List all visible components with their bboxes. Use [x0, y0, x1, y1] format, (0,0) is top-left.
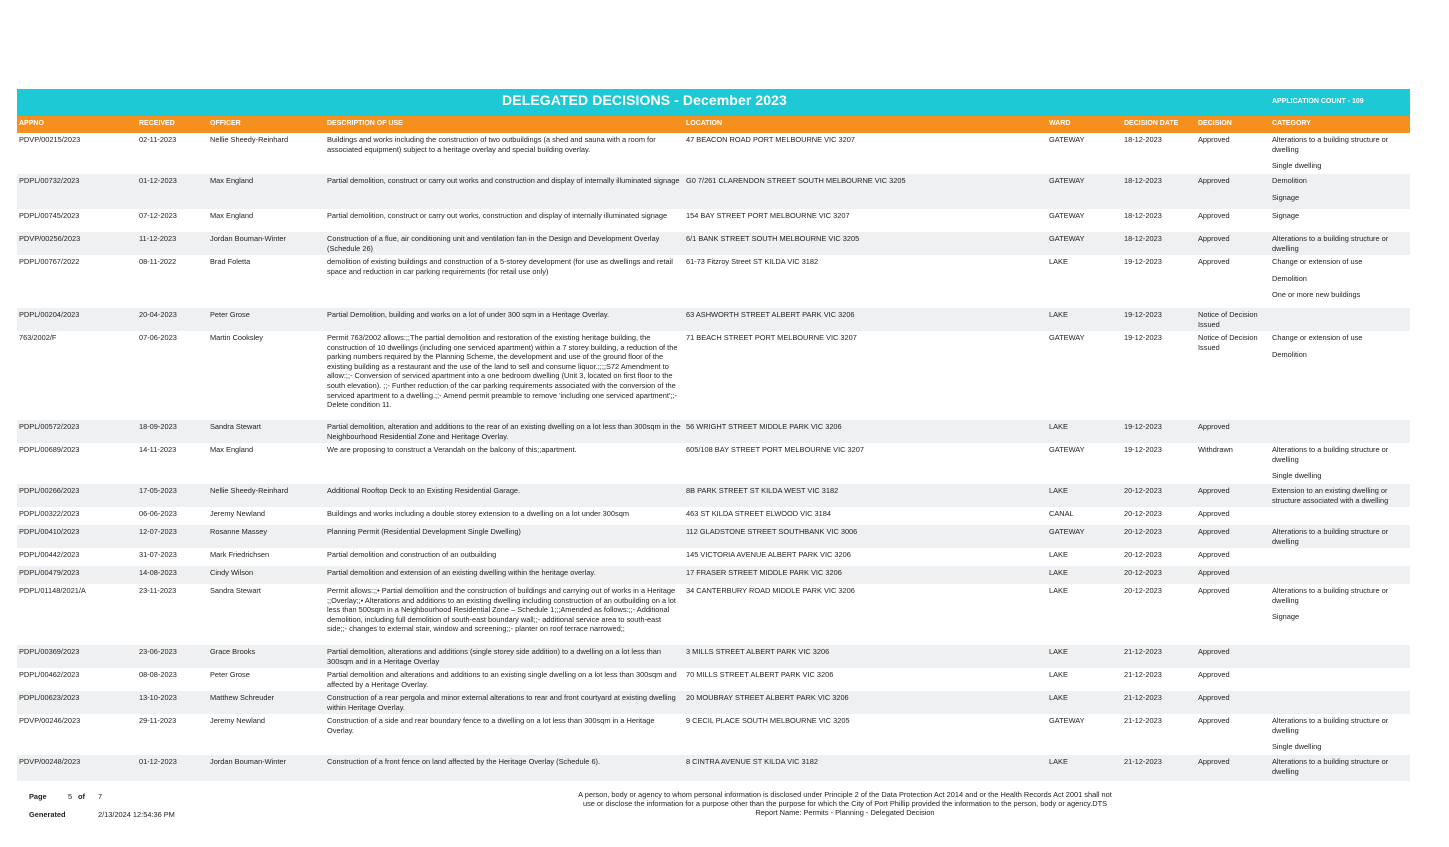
table-row: [17, 548, 1410, 566]
header-received: RECEIVED: [139, 120, 175, 127]
category-item: Signage: [1272, 211, 1300, 220]
decision-date-cell: 21-12-2023: [1124, 693, 1162, 702]
ward-cell: GATEWAY: [1049, 527, 1085, 536]
appno-cell: PDPL/00767/2022: [19, 257, 80, 266]
table-row: [17, 209, 1410, 232]
description-cell: Additional Rooftop Deck to an Existing Residential Garage.: [327, 486, 521, 495]
location-cell: 34 CANTERBURY ROAD MIDDLE PARK VIC 3206: [686, 586, 855, 595]
location-cell: 63 ASHWORTH STREET ALBERT PARK VIC 3206: [686, 310, 855, 319]
description-cell: Construction of a side and rear boundary fence to a dwelling on a lot less than 300sqm in a Heritage Overlay.: [327, 716, 655, 735]
table-row: [17, 714, 1410, 755]
header-decision-date: DECISION DATE: [1124, 120, 1179, 127]
location-cell: 8B PARK STREET ST KILDA WEST VIC 3182: [686, 486, 839, 495]
ward-cell: GATEWAY: [1049, 211, 1085, 220]
category-item: Demolition: [1272, 349, 1307, 359]
location-cell: 112 GLADSTONE STREET SOUTHBANK VIC 3006: [686, 527, 858, 536]
decision-date-cell: 19-12-2023: [1124, 310, 1162, 319]
appno-cell: 763/2002/F: [19, 333, 57, 342]
location-cell: G0 7/261 CLARENDON STREET SOUTH MELBOURNE VIC 3205: [686, 176, 906, 185]
table-row: [17, 691, 1410, 714]
decision-cell: Approved: [1198, 176, 1230, 185]
decision-cell: Approved: [1198, 422, 1230, 431]
received-cell: 20-04-2023: [139, 310, 177, 319]
ward-cell: LAKE: [1049, 647, 1068, 656]
category-cell: [1272, 176, 1408, 209]
category-item: Single dwelling: [1272, 471, 1322, 481]
report-title-bar: [17, 89, 1410, 116]
appno-cell: PDPL/00442/2023: [19, 550, 80, 559]
appno-cell: PDPL/00462/2023: [19, 670, 80, 679]
appno-cell: PDPL/00322/2023: [19, 509, 80, 518]
location-cell: 56 WRIGHT STREET MIDDLE PARK VIC 3206: [686, 422, 842, 431]
appno-cell: PDPL/01148/2021/A: [19, 586, 86, 595]
description-cell: Partial demolition, construct or carry out works and construction and display of internally illuminated signage: [327, 176, 680, 185]
description-cell: Partial demolition, construct or carry out works, construction and display of internally illuminated signage: [327, 211, 668, 220]
decision-date-cell: 18-12-2023: [1124, 234, 1162, 243]
decision-date-cell: 20-12-2023: [1124, 486, 1162, 495]
appno-cell: PDPL/00266/2023: [19, 486, 80, 495]
decision-date-cell: 19-12-2023: [1124, 445, 1162, 454]
description-cell: Permit allows:;;• Partial demolition and the construction of buildings and carrying out of works in a Heritage ;;Overlay;;• Alterations and additions to an existing dwelling including construction of an outbuilding on a lot less than 500sqm in a Neighbourhood Residential Zone – Schedule 1;;;Amended as follows:;;- Additional demolition, including full demolition of south-east boundary wall;;- additional service area to south-east side;;- changes to external stair, window and screening;;- planter on roof terrace narrowed;;: [327, 586, 676, 634]
location-cell: 17 FRASER STREET MIDDLE PARK VIC 3206: [686, 568, 842, 577]
description-cell: Construction of a flue, air conditioning unit and ventilation fan in the Design and Development Overlay (Schedule 26): [327, 234, 660, 253]
description-cell: Partial demolition and construction of an outbuilding: [327, 550, 497, 559]
appno-cell: PDPL/00479/2023: [19, 568, 80, 577]
officer-cell: Mark Friedrichsen: [210, 550, 270, 559]
category-item: Alterations to a building structure or dwelling: [1272, 586, 1389, 605]
page-number: 5: [68, 792, 73, 801]
location-cell: 6/1 BANK STREET SOUTH MELBOURNE VIC 3205: [686, 234, 860, 243]
category-item: Single dwelling: [1272, 161, 1322, 171]
decision-cell: Approved: [1198, 568, 1230, 577]
header-ward: WARD: [1049, 120, 1071, 127]
decision-date-cell: 18-12-2023: [1124, 211, 1162, 220]
table-row: [17, 308, 1410, 331]
officer-cell: Jeremy Newland: [210, 716, 266, 725]
appno-cell: PDPL/00572/2023: [19, 422, 80, 431]
appno-cell: PDVP/00215/2023: [19, 135, 81, 144]
officer-cell: Brad Foletta: [210, 257, 251, 266]
decision-cell: Approved: [1198, 716, 1230, 725]
category-item: Change or extension of use: [1272, 257, 1363, 266]
decision-date-cell: 18-12-2023: [1124, 176, 1162, 185]
ward-cell: LAKE: [1049, 693, 1068, 702]
description-cell: Partial Demolition, building and works on a lot of under 300 sqm in a Heritage Overlay.: [327, 310, 610, 319]
received-cell: 23-11-2023: [139, 586, 177, 595]
decision-date-cell: 19-12-2023: [1124, 422, 1162, 431]
ward-cell: GATEWAY: [1049, 234, 1085, 243]
application-count: APPLICATION COUNT - 109: [1272, 98, 1364, 105]
decision-cell: Notice of Decision Issued: [1198, 333, 1258, 352]
table-row: [17, 232, 1410, 255]
officer-cell: Jeremy Newland: [210, 509, 266, 518]
ward-cell: GATEWAY: [1049, 176, 1085, 185]
category-cell: [1272, 757, 1408, 783]
description-cell: Partial demolition and extension of an existing dwelling within the heritage overlay.: [327, 568, 596, 577]
decision-cell: Approved: [1198, 670, 1230, 679]
officer-cell: Sandra Stewart: [210, 422, 261, 431]
officer-cell: Grace Brooks: [210, 647, 256, 656]
description-cell: Partial demolition, alterations and additions (single storey side addition) to a dwelling on a lot less than 300sqm and in a Heritage Overlay: [327, 647, 662, 666]
officer-cell: Matthew Schreuder: [210, 693, 275, 702]
notice-line-1: A person, body or agency to whom personal information is disclosed under Principle 2 of the Data Protection Act 2014 and or the Health Records Act 2001 shall not: [578, 790, 1112, 799]
category-item: Alterations to a building structure or dwelling: [1272, 716, 1389, 735]
decision-date-cell: 20-12-2023: [1124, 550, 1162, 559]
location-cell: 9 CECIL PLACE SOUTH MELBOURNE VIC 3205: [686, 716, 850, 725]
received-cell: 07-06-2023: [139, 333, 177, 342]
officer-cell: Jordan Bouman-Winter: [210, 757, 286, 766]
decision-cell: Notice of Decision Issued: [1198, 310, 1258, 329]
decision-cell: Approved: [1198, 693, 1230, 702]
ward-cell: LAKE: [1049, 310, 1068, 319]
location-cell: 145 VICTORIA AVENUE ALBERT PARK VIC 3206: [686, 550, 851, 559]
appno-cell: PDVP/00248/2023: [19, 757, 81, 766]
description-cell: Buildings and works including the construction of two outbuildings (a shed and sauna with a room for associated equipment) subject to a heritage overlay and special building overlay.: [327, 135, 656, 154]
ward-cell: LAKE: [1049, 586, 1068, 595]
category-cell: [1272, 716, 1408, 759]
received-cell: 31-07-2023: [139, 550, 177, 559]
location-cell: 61-73 Fitzroy Street ST KILDA VIC 3182: [686, 257, 819, 266]
category-item: Demolition: [1272, 273, 1307, 283]
location-cell: 154 BAY STREET PORT MELBOURNE VIC 3207: [686, 211, 850, 220]
officer-cell: Peter Grose: [210, 670, 250, 679]
category-cell: [1272, 135, 1408, 178]
received-cell: 13-10-2023: [139, 693, 177, 702]
appno-cell: PDPL/00623/2023: [19, 693, 80, 702]
appno-cell: PDPL/00689/2023: [19, 445, 80, 454]
officer-cell: Sandra Stewart: [210, 586, 261, 595]
decision-cell: Approved: [1198, 550, 1230, 559]
table-row: [17, 645, 1410, 668]
category-item: Alterations to a building structure or dwelling: [1272, 757, 1389, 776]
officer-cell: Max England: [210, 176, 254, 185]
decision-cell: Approved: [1198, 257, 1230, 266]
appno-cell: PDPL/00745/2023: [19, 211, 80, 220]
officer-cell: Nellie Sheedy-Reinhard: [210, 486, 289, 495]
category-item: Extension to an existing dwelling or structure associated with a dwelling: [1272, 486, 1389, 505]
table-row: [17, 420, 1410, 443]
decision-cell: Withdrawn: [1198, 445, 1233, 454]
table-row: [17, 525, 1410, 548]
ward-cell: GATEWAY: [1049, 333, 1085, 342]
ward-cell: LAKE: [1049, 422, 1068, 431]
location-cell: 463 ST KILDA STREET ELWOOD VIC 3184: [686, 509, 831, 518]
report-table: [17, 89, 1410, 781]
description-cell: demolition of existing buildings and construction of a 5-storey development (for use as dwellings and retail space and reduction in car parking requirements (for retail use only): [327, 257, 673, 276]
report-title: DELEGATED DECISIONS - December 2023: [502, 92, 787, 108]
location-cell: 47 BEACON ROAD PORT MELBOURNE VIC 3207: [686, 135, 855, 144]
received-cell: 07-12-2023: [139, 211, 177, 220]
description-cell: Buildings and works including a double storey extension to a dwelling on a lot under 300sqm: [327, 509, 629, 518]
decision-date-cell: 21-12-2023: [1124, 757, 1162, 766]
ward-cell: CANAL: [1049, 509, 1074, 518]
location-cell: 71 BEACH STREET PORT MELBOURNE VIC 3207: [686, 333, 857, 342]
decision-date-cell: 20-12-2023: [1124, 586, 1162, 595]
decision-date-cell: 20-12-2023: [1124, 568, 1162, 577]
column-header-row: [17, 116, 1410, 133]
ward-cell: GATEWAY: [1049, 135, 1085, 144]
decision-cell: Approved: [1198, 234, 1230, 243]
appno-cell: PDPL/00369/2023: [19, 647, 80, 656]
header-location: LOCATION: [686, 120, 723, 127]
category-item: Signage: [1272, 192, 1300, 202]
officer-cell: Cindy Wilson: [210, 568, 254, 577]
category-item: Demolition: [1272, 176, 1307, 185]
category-item: Alterations to a building structure or dwelling: [1272, 234, 1389, 253]
table-row: [17, 484, 1410, 507]
category-item: Change or extension of use: [1272, 333, 1363, 342]
officer-cell: Martin Cooksley: [210, 333, 263, 342]
decision-date-cell: 19-12-2023: [1124, 333, 1162, 342]
generated-value: 2/13/2024 12:54:36 PM: [98, 810, 175, 819]
received-cell: 14-11-2023: [139, 445, 177, 454]
location-cell: 605/108 BAY STREET PORT MELBOURNE VIC 3207: [686, 445, 865, 454]
decision-date-cell: 21-12-2023: [1124, 647, 1162, 656]
received-cell: 08-11-2022: [139, 257, 177, 266]
table-body: [17, 133, 1410, 781]
appno-cell: PDVP/00246/2023: [19, 716, 81, 725]
header-description: DESCRIPTION OF USE: [327, 120, 403, 127]
category-cell: [1272, 586, 1408, 629]
description-cell: Construction of a front fence on land affected by the Heritage Overlay (Schedule 6).: [327, 757, 601, 766]
table-row: [17, 331, 1410, 420]
table-row: [17, 755, 1410, 781]
received-cell: 06-06-2023: [139, 509, 177, 518]
ward-cell: LAKE: [1049, 670, 1068, 679]
received-cell: 11-12-2023: [139, 234, 177, 243]
decision-date-cell: 19-12-2023: [1124, 257, 1162, 266]
received-cell: 12-07-2023: [139, 527, 177, 536]
decision-date-cell: 18-12-2023: [1124, 135, 1162, 144]
description-cell: Partial demolition, alteration and additions to the rear of an existing dwelling on a lot less than 300sqm in the Neighbourhood Residential Zone and Heritage Overlay.: [327, 422, 681, 441]
table-row: [17, 507, 1410, 525]
officer-cell: Jordan Bouman-Winter: [210, 234, 286, 243]
notice-line-3: Report Name: Permits - Planning - Delegated Decision: [755, 808, 935, 817]
description-cell: We are proposing to construct a Verandah on the balcony of this;;apartment.: [327, 445, 577, 454]
decision-cell: Approved: [1198, 527, 1230, 536]
appno-cell: PDPL/00204/2023: [19, 310, 80, 319]
category-item: Alterations to a building structure or dwelling: [1272, 135, 1389, 154]
received-cell: 29-11-2023: [139, 716, 177, 725]
ward-cell: GATEWAY: [1049, 445, 1085, 454]
appno-cell: PDVP/00256/2023: [19, 234, 81, 243]
description-cell: Planning Permit (Residential Development Single Dwelling): [327, 527, 521, 536]
location-cell: 8 CINTRA AVENUE ST KILDA VIC 3182: [686, 757, 818, 766]
officer-cell: Max England: [210, 211, 254, 220]
table-row: [17, 584, 1410, 645]
decision-date-cell: 21-12-2023: [1124, 670, 1162, 679]
decision-date-cell: 20-12-2023: [1124, 527, 1162, 536]
table-row: [17, 443, 1410, 484]
decision-date-cell: 21-12-2023: [1124, 716, 1162, 725]
ward-cell: LAKE: [1049, 550, 1068, 559]
decision-cell: Approved: [1198, 757, 1230, 766]
table-row: [17, 566, 1410, 584]
category-cell: [1272, 333, 1408, 366]
notice-line-2: use or disclose the information for a purpose other than the purpose for which the City of Port Phillip provided the information to the person, body or agency.DTS: [582, 799, 1108, 808]
received-cell: 08-08-2023: [139, 670, 177, 679]
category-cell: [1272, 211, 1408, 228]
page-of-label: of: [78, 792, 85, 801]
privacy-notice: [530, 790, 1160, 817]
description-cell: Construction of a rear pergola and minor external alterations to rear and front courtyard at existing dwelling within Heritage Overlay.: [327, 693, 676, 712]
table-row: [17, 668, 1410, 691]
category-item: Alterations to a building structure or dwelling: [1272, 527, 1389, 546]
received-cell: 17-05-2023: [139, 486, 177, 495]
category-item: Single dwelling: [1272, 742, 1322, 752]
location-cell: 70 MILLS STREET ALBERT PARK VIC 3206: [686, 670, 834, 679]
decision-cell: Approved: [1198, 211, 1230, 220]
ward-cell: GATEWAY: [1049, 716, 1085, 725]
decision-cell: Approved: [1198, 647, 1230, 656]
appno-cell: PDPL/00732/2023: [19, 176, 80, 185]
header-decision: DECISION: [1198, 120, 1232, 127]
category-cell: [1272, 257, 1408, 307]
decision-date-cell: 20-12-2023: [1124, 509, 1162, 518]
ward-cell: LAKE: [1049, 486, 1068, 495]
officer-cell: Max England: [210, 445, 254, 454]
received-cell: 01-12-2023: [139, 176, 177, 185]
officer-cell: Peter Grose: [210, 310, 250, 319]
appno-cell: PDPL/00410/2023: [19, 527, 80, 536]
table-row: [17, 174, 1410, 209]
decision-cell: Approved: [1198, 486, 1230, 495]
location-cell: 3 MILLS STREET ALBERT PARK VIC 3206: [686, 647, 830, 656]
category-item: One or more new buildings: [1272, 290, 1361, 300]
header-appno: APPNO: [19, 120, 44, 127]
ward-cell: LAKE: [1049, 757, 1068, 766]
location-cell: 20 MOUBRAY STREET ALBERT PARK VIC 3206: [686, 693, 849, 702]
page-label: Page: [29, 792, 47, 801]
received-cell: 01-12-2023: [139, 757, 177, 766]
ward-cell: LAKE: [1049, 257, 1068, 266]
received-cell: 23-06-2023: [139, 647, 177, 656]
category-cell: [1272, 445, 1408, 488]
decision-cell: Approved: [1198, 509, 1230, 518]
decision-cell: Approved: [1198, 135, 1230, 144]
ward-cell: LAKE: [1049, 568, 1068, 577]
received-cell: 14-08-2023: [139, 568, 177, 577]
category-item: Signage: [1272, 612, 1300, 622]
received-cell: 18-09-2023: [139, 422, 177, 431]
generated-label: Generated: [29, 810, 66, 819]
table-row: [17, 133, 1410, 174]
table-row: [17, 255, 1410, 308]
officer-cell: Nellie Sheedy-Reinhard: [210, 135, 289, 144]
description-cell: Permit 763/2002 allows:;;The partial demolition and restoration of the existing heritage building, the construction of 10 dwellings (including one serviced apartment) within a 7 storey building, a reduction of the parking numbers required by the Planning Scheme, the development and use of the ground floor of the existing building as a restaurant and the use of the land to sell and consume liquor.;;;;S72 Amendment to allow:;;- Conversion of serviced apartment into a one bedroom dwelling (Unit 3, located on first floor to the south elevation). ;;- Further reduction of the car parking requirements associated with the conversion of the serviced apartment to a dwelling.;;- Amend permit preamble to remove 'including one serviced apartment';;- Delete condition 11.: [327, 333, 678, 410]
decision-cell: Approved: [1198, 586, 1230, 595]
header-officer: OFFICER: [210, 120, 241, 127]
page-total: 7: [98, 792, 103, 801]
officer-cell: Rosanne Massey: [210, 527, 268, 536]
category-item: Alterations to a building structure or dwelling: [1272, 445, 1389, 464]
description-cell: Partial demolition and alterations and additions to an existing single dwelling on a lot less than 300sqm and affected by a Heritage Overlay.: [327, 670, 677, 689]
received-cell: 02-11-2023: [139, 135, 177, 144]
header-category: CATEGORY: [1272, 120, 1311, 127]
